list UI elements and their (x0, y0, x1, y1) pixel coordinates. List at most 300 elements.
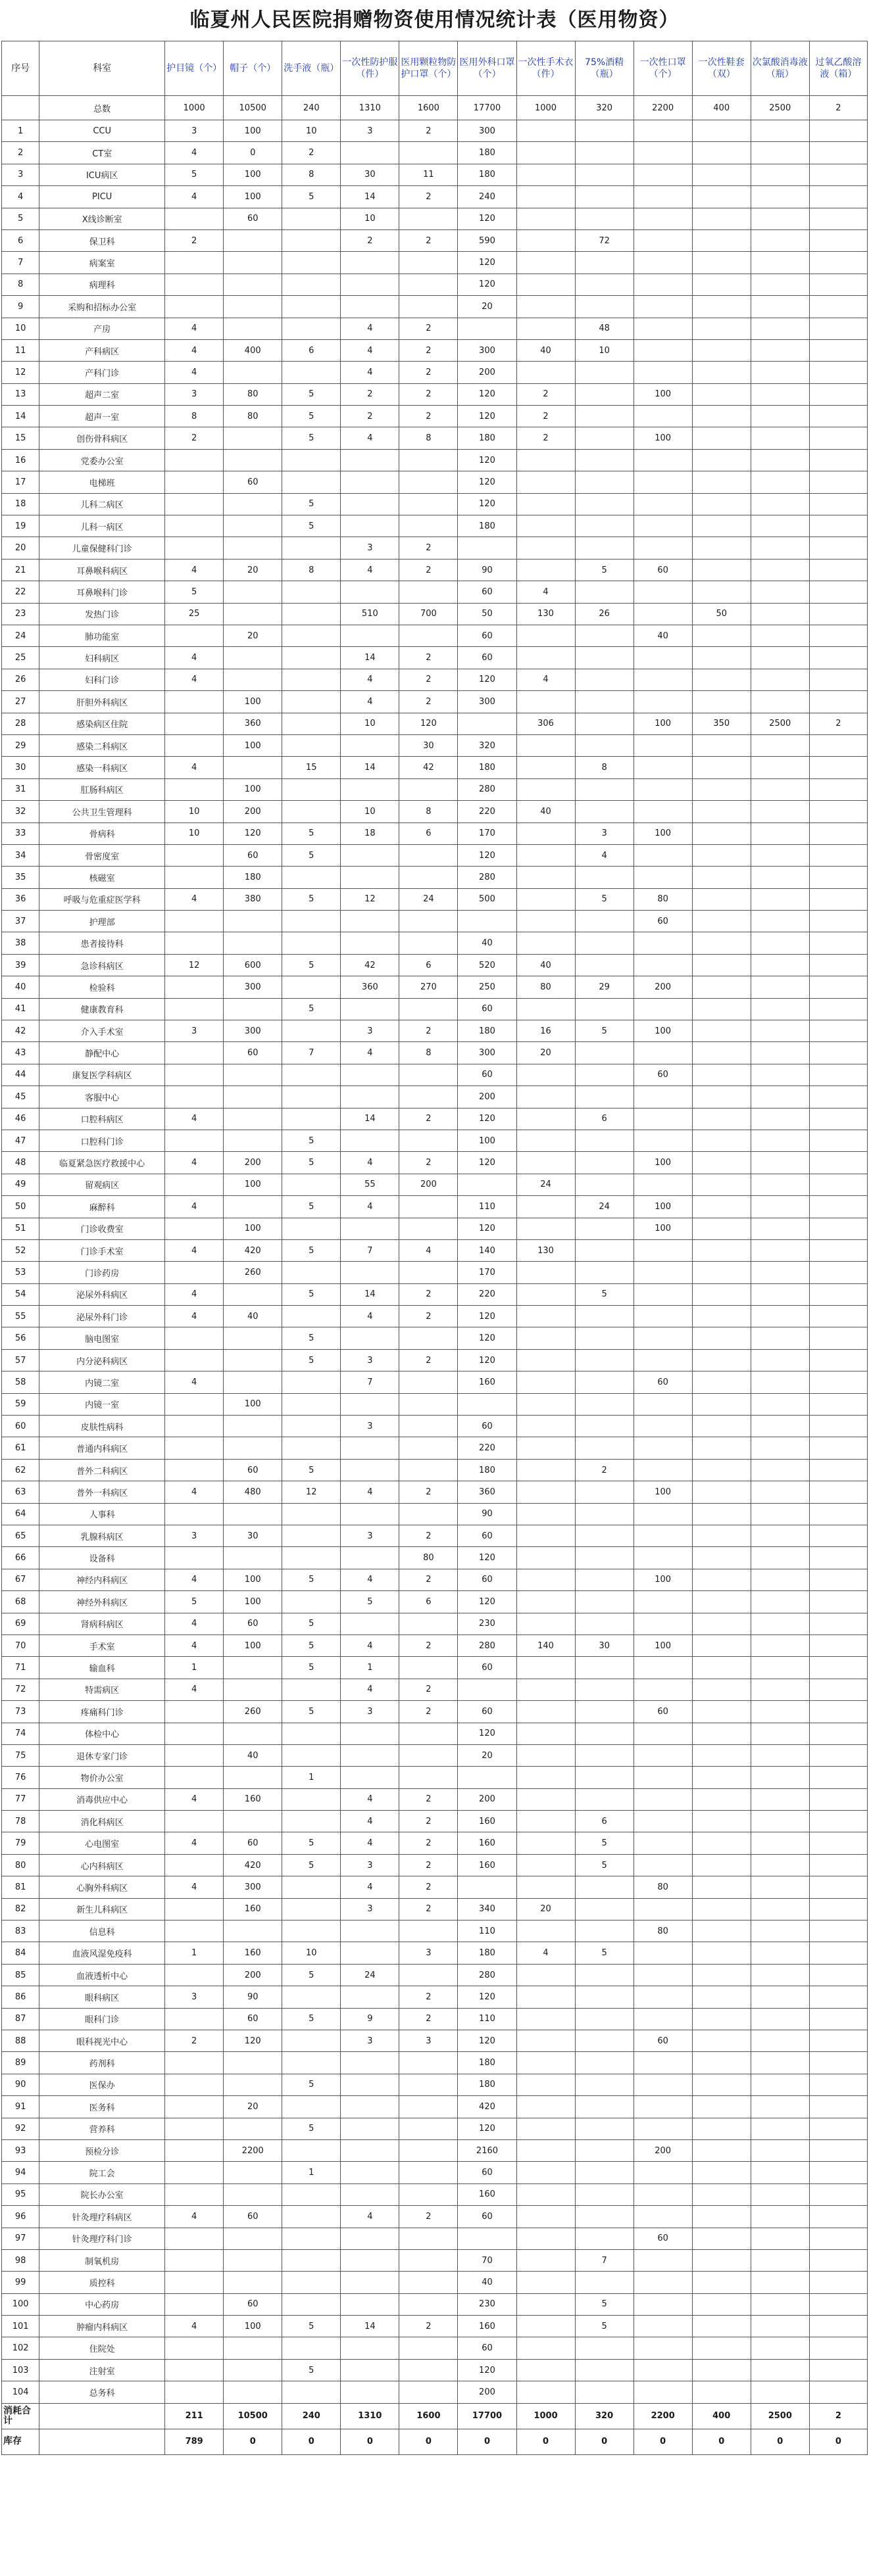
quantity-cell: 170 (458, 1262, 516, 1283)
quantity-cell (809, 2316, 867, 2337)
quantity-cell (516, 2008, 575, 2030)
quantity-cell (282, 1679, 341, 1700)
row-number: 29 (2, 734, 39, 756)
quantity-cell: 180 (458, 2074, 516, 2095)
quantity-cell (516, 252, 575, 274)
quantity-cell (633, 208, 692, 229)
quantity-cell (633, 449, 692, 471)
quantity-cell: 120 (458, 1723, 516, 1744)
quantity-cell (751, 1525, 809, 1547)
quantity-cell: 2 (399, 318, 458, 339)
quantity-cell (809, 669, 867, 690)
department-name: 心电图室 (39, 1832, 165, 1854)
quantity-cell: 2 (399, 2206, 458, 2228)
row-number: 87 (2, 2008, 39, 2030)
department-name: 注射室 (39, 2359, 165, 2381)
quantity-cell: 2 (399, 1788, 458, 1810)
quantity-cell: 300 (224, 1020, 282, 1042)
quantity-cell (633, 1108, 692, 1130)
quantity-cell (692, 164, 751, 185)
quantity-cell: 2 (399, 1876, 458, 1898)
quantity-cell (341, 625, 399, 646)
department-name: 客服中心 (39, 1086, 165, 1108)
quantity-cell (692, 734, 751, 756)
quantity-cell (282, 1503, 341, 1525)
quantity-cell (692, 1306, 751, 1327)
quantity-cell (809, 954, 867, 976)
quantity-cell (633, 1174, 692, 1195)
table-row (2, 2381, 868, 2403)
quantity-cell (692, 1174, 751, 1195)
quantity-cell (575, 669, 633, 690)
quantity-cell (692, 1416, 751, 1437)
quantity-cell (809, 1086, 867, 1108)
quantity-cell (692, 2118, 751, 2139)
quantity-cell (692, 2316, 751, 2337)
table-row (2, 1371, 868, 1393)
quantity-cell: 2 (282, 142, 341, 164)
quantity-cell: 100 (224, 120, 282, 142)
quantity-cell (751, 1964, 809, 1986)
quantity-cell (516, 2139, 575, 2161)
quantity-cell: 4 (165, 1481, 224, 1503)
department-name: 针灸理疗科病区 (39, 2206, 165, 2228)
quantity-cell: 14 (341, 1108, 399, 1130)
quantity-cell: 10 (282, 120, 341, 142)
quantity-cell: 2 (399, 669, 458, 690)
table-row (2, 1064, 868, 1085)
quantity-cell (165, 1811, 224, 1832)
quantity-cell (692, 2249, 751, 2271)
quantity-cell (809, 471, 867, 493)
table-row (2, 2030, 868, 2051)
quantity-cell: 3 (341, 1416, 399, 1437)
table-row (2, 2162, 868, 2183)
quantity-cell: 6 (399, 954, 458, 976)
department-name: CT室 (39, 142, 165, 164)
quantity-cell (751, 844, 809, 866)
quantity-cell (809, 1196, 867, 1218)
quantity-cell: 60 (458, 625, 516, 646)
quantity-cell (692, 274, 751, 295)
quantity-cell: 4 (341, 1196, 399, 1218)
quantity-cell (165, 2381, 224, 2403)
row-number: 19 (2, 515, 39, 537)
department-name: 临夏紧急医疗救援中心 (39, 1152, 165, 1174)
quantity-cell: 3 (341, 1898, 399, 1920)
quantity-cell (751, 954, 809, 976)
quantity-cell: 320 (458, 734, 516, 756)
quantity-cell (516, 229, 575, 251)
quantity-cell (692, 1437, 751, 1459)
quantity-cell (809, 1306, 867, 1327)
quantity-cell: 120 (458, 208, 516, 229)
quantity-cell: 60 (633, 2030, 692, 2051)
quantity-cell: 80 (633, 1920, 692, 1942)
quantity-cell (575, 383, 633, 405)
quantity-cell (165, 734, 224, 756)
quantity-cell (692, 691, 751, 713)
quantity-cell (516, 911, 575, 932)
quantity-cell (809, 1239, 867, 1261)
quantity-cell (224, 603, 282, 625)
quantity-cell (575, 2337, 633, 2359)
quantity-cell: 8 (399, 1042, 458, 1064)
quantity-cell (751, 647, 809, 669)
quantity-cell (282, 1086, 341, 1108)
quantity-cell: 50 (458, 603, 516, 625)
department-name: 护理部 (39, 911, 165, 932)
quantity-cell (751, 1283, 809, 1305)
quantity-cell (341, 1130, 399, 1151)
table-row (2, 2272, 868, 2293)
quantity-cell (341, 2074, 399, 2095)
quantity-cell (692, 296, 751, 318)
quantity-cell (224, 1416, 282, 1437)
quantity-cell (341, 2162, 399, 2183)
quantity-cell: 100 (633, 1569, 692, 1590)
quantity-cell (633, 1832, 692, 1854)
quantity-cell: 2 (399, 1108, 458, 1130)
quantity-cell: 590 (458, 229, 516, 251)
quantity-cell (751, 1701, 809, 1723)
quantity-cell (399, 625, 458, 646)
quantity-cell (633, 1525, 692, 1547)
quantity-cell: 60 (458, 1525, 516, 1547)
quantity-cell (809, 559, 867, 581)
stock-value: 0 (399, 2429, 458, 2454)
quantity-cell: 160 (458, 1854, 516, 1876)
table-row (2, 625, 868, 646)
row-number: 50 (2, 1196, 39, 1218)
quantity-cell: 7 (341, 1239, 399, 1261)
quantity-cell: 60 (633, 1064, 692, 1085)
table-row (2, 1744, 868, 1766)
quantity-cell (692, 2162, 751, 2183)
quantity-cell (633, 1327, 692, 1349)
quantity-cell (751, 1086, 809, 1108)
quantity-cell: 2 (399, 186, 458, 208)
table-row (2, 1569, 868, 1590)
quantity-cell (224, 2228, 282, 2249)
quantity-cell (516, 296, 575, 318)
quantity-cell (341, 932, 399, 954)
table-row (2, 1086, 868, 1108)
row-number: 41 (2, 998, 39, 1020)
quantity-cell (575, 734, 633, 756)
department-name: 质控科 (39, 2272, 165, 2293)
quantity-cell: 3 (341, 120, 399, 142)
quantity-cell (399, 1767, 458, 1788)
quantity-cell: 60 (224, 1613, 282, 1634)
quantity-cell (575, 2162, 633, 2183)
sum-value: 1600 (399, 2403, 458, 2429)
quantity-cell (282, 1788, 341, 1810)
quantity-cell: 40 (516, 339, 575, 361)
quantity-cell (399, 471, 458, 493)
row-number: 96 (2, 2206, 39, 2228)
quantity-cell (341, 734, 399, 756)
quantity-cell (575, 625, 633, 646)
quantity-cell: 180 (458, 1942, 516, 1964)
quantity-cell (809, 2096, 867, 2118)
quantity-cell: 40 (458, 2272, 516, 2293)
quantity-cell (751, 2052, 809, 2074)
quantity-cell (399, 581, 458, 603)
quantity-cell: 60 (458, 2162, 516, 2183)
quantity-cell (692, 120, 751, 142)
quantity-cell (751, 1723, 809, 1744)
quantity-cell: 180 (458, 142, 516, 164)
quantity-cell (692, 1459, 751, 1481)
quantity-cell (692, 229, 751, 251)
quantity-cell (751, 2272, 809, 2293)
quantity-cell (458, 2228, 516, 2249)
quantity-cell (399, 2096, 458, 2118)
quantity-cell (692, 669, 751, 690)
department-name: 呼吸与危重症医学科 (39, 888, 165, 910)
quantity-cell (516, 778, 575, 800)
quantity-cell: 180 (458, 2052, 516, 2074)
department-name: 血液透析中心 (39, 1964, 165, 1986)
quantity-cell (516, 2096, 575, 2118)
quantity-cell: 2 (399, 2316, 458, 2337)
quantity-cell: 130 (516, 1239, 575, 1261)
quantity-cell (751, 1174, 809, 1195)
quantity-cell (399, 1130, 458, 1151)
quantity-cell (751, 2074, 809, 2095)
department-name: 产房 (39, 318, 165, 339)
quantity-cell (516, 625, 575, 646)
quantity-cell: 300 (458, 120, 516, 142)
quantity-cell (575, 493, 633, 515)
quantity-cell (751, 406, 809, 427)
quantity-cell (516, 120, 575, 142)
quantity-cell (224, 1283, 282, 1305)
department-name: 产科病区 (39, 339, 165, 361)
department-name: 采购和招标办公室 (39, 296, 165, 318)
department-name: 泌尿外科门诊 (39, 1306, 165, 1327)
row-number: 30 (2, 757, 39, 778)
row-number: 81 (2, 1876, 39, 1898)
quantity-cell (165, 778, 224, 800)
row-number: 101 (2, 2316, 39, 2337)
row-number: 16 (2, 449, 39, 471)
table-row (2, 274, 868, 295)
quantity-cell (809, 1613, 867, 1634)
quantity-cell (809, 844, 867, 866)
quantity-cell (399, 911, 458, 932)
quantity-cell (282, 1174, 341, 1195)
quantity-cell (458, 713, 516, 734)
row-number: 66 (2, 1547, 39, 1569)
quantity-cell (692, 1196, 751, 1218)
quantity-cell (809, 1503, 867, 1525)
quantity-cell: 420 (224, 1854, 282, 1876)
quantity-cell: 220 (458, 1437, 516, 1459)
table-row (2, 1503, 868, 1525)
quantity-cell: 5 (282, 1327, 341, 1349)
quantity-cell (399, 1723, 458, 1744)
table-row (2, 1349, 868, 1371)
quantity-cell (224, 1920, 282, 1942)
quantity-cell: 16 (516, 1020, 575, 1042)
quantity-cell (282, 2381, 341, 2403)
table-row (2, 1262, 868, 1283)
quantity-cell (751, 449, 809, 471)
department-name: 中心药房 (39, 2293, 165, 2315)
quantity-cell (751, 1613, 809, 1634)
department-name: 核磁室 (39, 867, 165, 888)
quantity-cell (692, 427, 751, 449)
quantity-cell (575, 1437, 633, 1459)
quantity-cell: 4 (341, 1634, 399, 1656)
quantity-cell: 120 (458, 2359, 516, 2381)
quantity-cell (516, 2030, 575, 2051)
quantity-cell (224, 1349, 282, 1371)
quantity-cell (224, 2337, 282, 2359)
table-row (2, 471, 868, 493)
quantity-cell (809, 976, 867, 998)
table-row (2, 1481, 868, 1503)
quantity-cell (282, 208, 341, 229)
quantity-cell: 2 (399, 1854, 458, 1876)
quantity-cell (282, 1744, 341, 1766)
department-name: 妇科病区 (39, 647, 165, 669)
department-name: 医保办 (39, 2074, 165, 2095)
quantity-cell: 7 (575, 2249, 633, 2271)
quantity-cell (751, 691, 809, 713)
quantity-cell (809, 362, 867, 383)
row-number: 24 (2, 625, 39, 646)
quantity-cell (633, 142, 692, 164)
quantity-cell (341, 1393, 399, 1415)
quantity-cell (575, 537, 633, 559)
quantity-cell: 160 (224, 1788, 282, 1810)
quantity-cell (282, 625, 341, 646)
quantity-cell: 5 (282, 823, 341, 844)
table-row (2, 801, 868, 823)
quantity-cell (809, 691, 867, 713)
table-row (2, 252, 868, 274)
quantity-cell (751, 867, 809, 888)
total-no (2, 96, 39, 120)
quantity-cell (399, 1196, 458, 1218)
quantity-cell (341, 911, 399, 932)
quantity-cell: 2 (399, 559, 458, 581)
quantity-cell (751, 229, 809, 251)
quantity-cell: 180 (458, 164, 516, 185)
table-row (2, 449, 868, 471)
row-number: 56 (2, 1327, 39, 1349)
row-number: 25 (2, 647, 39, 669)
quantity-cell (516, 208, 575, 229)
quantity-cell (399, 515, 458, 537)
quantity-cell (516, 1679, 575, 1700)
quantity-cell: 60 (224, 2293, 282, 2315)
quantity-cell (809, 2206, 867, 2228)
department-name: 院长办公室 (39, 2183, 165, 2205)
quantity-cell: 10 (341, 801, 399, 823)
row-number: 78 (2, 1811, 39, 1832)
quantity-cell: 5 (282, 1283, 341, 1305)
row-number: 100 (2, 2293, 39, 2315)
quantity-cell (751, 120, 809, 142)
row-number: 3 (2, 164, 39, 185)
quantity-cell: 160 (458, 1371, 516, 1393)
quantity-cell (633, 318, 692, 339)
quantity-cell: 2 (399, 1898, 458, 1920)
quantity-cell: 10 (282, 1942, 341, 1964)
quantity-cell (575, 1393, 633, 1415)
table-row (2, 1942, 868, 1964)
quantity-cell (809, 1130, 867, 1151)
quantity-cell (516, 2249, 575, 2271)
table-row (2, 778, 868, 800)
quantity-cell (633, 339, 692, 361)
table-title: 临夏州人民医院捐赠物资使用情况统计表（医用物资） (189, 9, 680, 32)
quantity-cell: 5 (282, 383, 341, 405)
quantity-cell (165, 691, 224, 713)
quantity-cell (751, 2096, 809, 2118)
quantity-cell (224, 1437, 282, 1459)
quantity-cell (751, 998, 809, 1020)
quantity-cell (399, 932, 458, 954)
quantity-cell (282, 1920, 341, 1942)
quantity-cell: 2 (165, 2030, 224, 2051)
quantity-cell: 30 (224, 1525, 282, 1547)
quantity-cell (516, 515, 575, 537)
quantity-cell: 60 (224, 1042, 282, 1064)
quantity-cell: 4 (516, 669, 575, 690)
row-number: 79 (2, 1832, 39, 1854)
row-number: 5 (2, 208, 39, 229)
quantity-cell: 300 (224, 976, 282, 998)
row-number: 1 (2, 120, 39, 142)
quantity-cell (399, 1393, 458, 1415)
quantity-cell: 2 (399, 339, 458, 361)
quantity-cell (809, 164, 867, 185)
quantity-cell (282, 252, 341, 274)
quantity-cell (516, 2074, 575, 2095)
table-row (2, 581, 868, 603)
table-row (2, 142, 868, 164)
quantity-cell (633, 1086, 692, 1108)
quantity-cell (809, 1393, 867, 1415)
quantity-cell: 4 (165, 362, 224, 383)
quantity-cell (692, 1744, 751, 1766)
quantity-cell (341, 2052, 399, 2074)
quantity-cell: 5 (575, 888, 633, 910)
quantity-cell (751, 2206, 809, 2228)
quantity-cell (809, 1437, 867, 1459)
quantity-cell: 60 (458, 2337, 516, 2359)
department-name: 消化科病区 (39, 1811, 165, 1832)
quantity-cell (516, 1393, 575, 1415)
quantity-cell (399, 1613, 458, 1634)
department-name: 泌尿外科病区 (39, 1283, 165, 1305)
quantity-cell (399, 1503, 458, 1525)
row-number: 51 (2, 1218, 39, 1239)
quantity-cell: 4 (165, 1613, 224, 1634)
row-number: 80 (2, 1854, 39, 1876)
quantity-cell (282, 2337, 341, 2359)
quantity-cell (341, 471, 399, 493)
quantity-cell: 2 (341, 229, 399, 251)
quantity-cell (575, 2096, 633, 2118)
row-number: 58 (2, 1371, 39, 1393)
quantity-cell (282, 2293, 341, 2315)
